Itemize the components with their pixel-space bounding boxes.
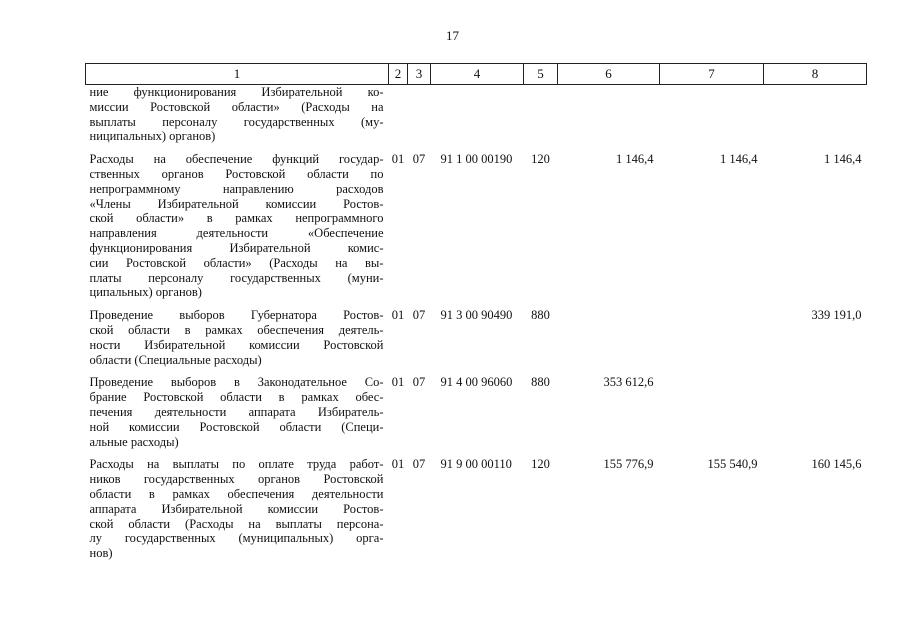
row-description (86, 375, 389, 449)
description-line: Расходы на выплаты по оплате труда работ- (89, 457, 384, 472)
row-expense-type-code (524, 85, 558, 145)
row-amount-col6: 353 612,6 (603, 375, 654, 390)
description-line: ности Избирательной комиссии Ростовской (89, 337, 384, 352)
row-expense-type-code: 120 (531, 152, 550, 167)
description-line: Проведение выборов Губернатора Ростов- (89, 308, 384, 323)
row-description (86, 457, 389, 561)
row-spacer (86, 367, 867, 375)
row-amount-col7 (660, 85, 764, 145)
description-line: «Члены Избирательной комиссии Ростов- (89, 196, 384, 211)
row-subsection-code: 07 (412, 375, 426, 390)
row-amount-col8 (764, 375, 867, 449)
description-line: ной комиссии Ростовской области (Специ- (89, 419, 384, 434)
description-line: области в рамках обеспечения деятельности (89, 486, 384, 501)
description-line: альные расходы) (89, 434, 179, 449)
row-subsection-code: 07 (412, 457, 426, 472)
row-subsection-code: 07 (412, 152, 426, 167)
column-header-6: 6 (558, 64, 660, 85)
description-line: лу государственных (муниципальных) орга- (89, 531, 384, 546)
row-description (86, 152, 389, 300)
description-line: функционирования Избирательной комис- (89, 240, 384, 255)
column-header-7: 7 (660, 64, 764, 85)
column-header-4: 4 (431, 64, 524, 85)
row-section-code: 01 (391, 375, 405, 390)
column-header-3: 3 (408, 64, 431, 85)
description-line: ской области» в рамках непрограммного (89, 211, 384, 226)
row-target-article-code: 91 1 00 00190 (440, 152, 513, 167)
description-line: непрограммному направлению расходов (89, 181, 384, 196)
description-line: ников государственных органов Ростовской (89, 472, 384, 487)
description-line: выплаты персоналу государственных (му- (89, 114, 384, 129)
table-row (86, 308, 867, 367)
description-line: Проведение выборов в Законодательное Со- (89, 375, 384, 390)
description-line: сии Ростовской области» (Расходы на вы- (89, 255, 384, 270)
description-line: направления деятельности «Обеспечение (89, 226, 384, 241)
description-line: печения деятельности аппарата Избиратель- (89, 404, 384, 419)
description-line: брание Ростовской области в рамках обес- (89, 390, 384, 405)
row-spacer (86, 300, 867, 308)
row-spacer-cell (86, 144, 867, 152)
table-row (86, 375, 867, 449)
row-amount-col7: 1 146,4 (720, 152, 758, 167)
row-amount-col8: 339 191,0 (811, 308, 862, 323)
table-body (86, 85, 867, 561)
budget-table (85, 63, 867, 561)
row-description (86, 85, 389, 145)
table-row (86, 85, 867, 145)
row-amount-col6: 155 776,9 (603, 457, 654, 472)
description-line: области (Специальные расходы) (89, 352, 262, 367)
table-row (86, 457, 867, 561)
description-line: ципальных) органов) (89, 285, 202, 300)
column-header-2: 2 (389, 64, 408, 85)
description-line: нов) (89, 546, 113, 561)
row-target-article-code: 91 3 00 90490 (440, 308, 513, 323)
description-line: ской области в рамках обеспечения деятель- (89, 322, 384, 337)
row-expense-type-code: 880 (531, 308, 550, 323)
row-expense-type-code: 880 (531, 375, 550, 390)
column-header-1: 1 (86, 64, 389, 85)
table-row (86, 152, 867, 300)
description-line: аппарата Избирательной комиссии Ростов- (89, 501, 384, 516)
description-line: платы персоналу государственных (муни- (89, 270, 384, 285)
row-spacer-cell (86, 367, 867, 375)
description-line: миссии Ростовской области» (Расходы на (89, 99, 384, 114)
row-subsection-code (408, 85, 431, 145)
description-line: ниципальных) органов) (89, 129, 216, 144)
row-section-code (389, 85, 408, 145)
row-description (86, 308, 389, 367)
description-line: ской области (Расходы на выплаты персона- (89, 516, 384, 531)
row-spacer-cell (86, 300, 867, 308)
row-target-article-code (431, 85, 524, 145)
row-amount-col8 (764, 85, 867, 145)
column-header-5: 5 (524, 64, 558, 85)
row-amount-col7 (660, 308, 764, 367)
table-header-row (86, 64, 867, 85)
row-amount-col7 (660, 375, 764, 449)
row-target-article-code: 91 4 00 96060 (440, 375, 513, 390)
row-spacer-cell (86, 449, 867, 457)
description-line: ственных органов Ростовской области по (89, 166, 384, 181)
row-amount-col8: 1 146,4 (824, 152, 862, 167)
row-amount-col6: 1 146,4 (616, 152, 654, 167)
row-spacer (86, 449, 867, 457)
description-line: ние функционирования Избирательной ко- (89, 85, 384, 99)
row-amount-col7: 155 540,9 (707, 457, 758, 472)
page-number: 17 (446, 28, 459, 43)
row-spacer (86, 144, 867, 152)
row-expense-type-code: 120 (531, 457, 550, 472)
row-subsection-code: 07 (412, 308, 426, 323)
description-line: Расходы на обеспечение функций государ- (89, 152, 384, 167)
row-amount-col6 (558, 85, 660, 145)
row-section-code: 01 (391, 308, 405, 323)
column-header-8: 8 (764, 64, 867, 85)
row-target-article-code: 91 9 00 00110 (440, 457, 512, 472)
row-section-code: 01 (391, 457, 405, 472)
row-amount-col6 (558, 308, 660, 367)
row-section-code: 01 (391, 152, 405, 167)
row-amount-col8: 160 145,6 (811, 457, 862, 472)
